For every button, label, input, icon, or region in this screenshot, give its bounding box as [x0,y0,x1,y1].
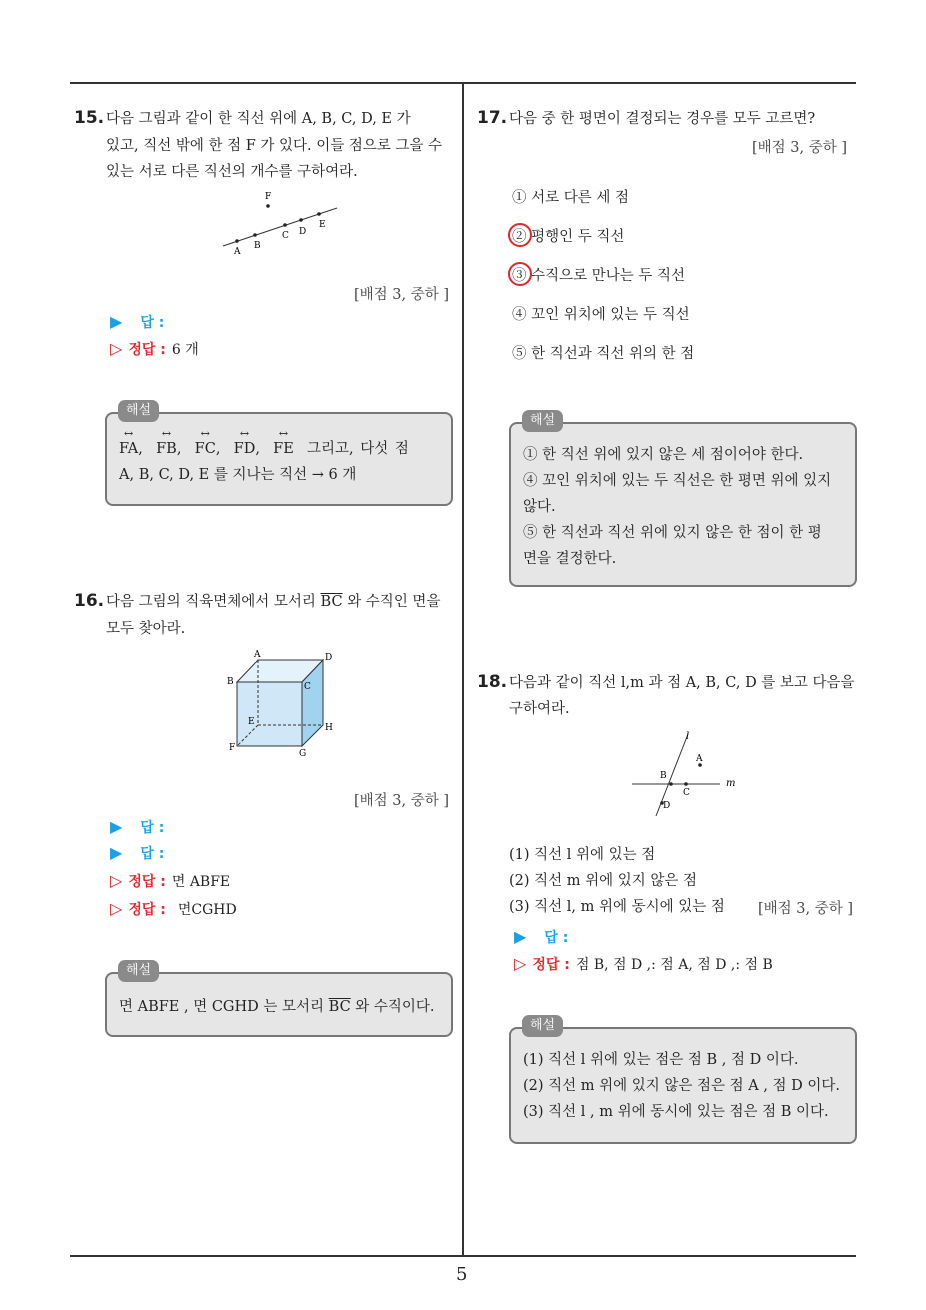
q15-explain-box [105,412,453,506]
play-icon: ▶ [110,843,123,862]
q15-score: [배점 3, 중하 ] [354,287,450,303]
play-icon: ▶ [110,312,123,331]
triangle-outline-icon: ▷ [110,899,123,918]
point-d [299,218,303,222]
point-b [253,233,257,237]
q17-explain-line1: ① 한 직선 위에 있지 않은 세 점이어야 한다. [523,447,804,463]
fig-label-d: D [663,801,671,811]
fig-label-l: l [686,731,690,742]
ray-fd: ↔ FD [234,436,256,462]
q17-option-3: ③ 수직으로 만나는 두 직선 [512,268,686,284]
ray-fc: ↔ FC [195,436,216,462]
play-icon: ▶ [514,927,527,946]
label-a: A [234,247,241,257]
q16-correct-value1: 면 ABFE [171,874,231,890]
q15-correct [110,339,199,359]
point-c [283,223,287,227]
q18-correct-value: 점 B, 점 D ,: 점 A, 점 D ,: 점 B [575,957,773,973]
q16-explain-tag: 해설 [118,960,159,982]
fig-label-m: m [726,778,736,789]
q16-text-line2: 모두 찾아라. [106,621,186,637]
cuboid-label-b: B [227,677,234,687]
q16-correct-value2: 면CGHD [177,902,237,918]
q17-explain-tag: 해설 [522,410,563,432]
selected-circle-mark-3 [508,262,532,286]
q16-number: 16. [74,591,105,611]
q18-sub-1: (1) 직선 l 위에 있는 점 [509,847,656,863]
ray-fb: ↔ FB [156,436,177,462]
label-f: F [265,192,272,202]
q15-explain-tail: 그리고, 다섯 점 [307,441,409,457]
q17-explain-line4: ⑤ 한 직선과 직선 위에 있지 않은 한 점이 한 평 [523,525,822,541]
fig-label-b: B [660,771,667,781]
q15-correct-label: 정답 : [128,342,166,358]
q15-correct-value: 6 개 [171,342,199,358]
q16-explain-box [105,972,453,1037]
q15-number: 15. [74,108,105,128]
fig-label-c: C [683,788,690,798]
q18-text-line1: 다음과 같이 직선 l,m 과 점 A, B, C, D 를 보고 다음을 [509,675,855,691]
q16-cuboid-figure [222,646,342,761]
q18-correct: ▷ 정답 : 점 B, 점 D ,: 점 A, 점 D ,: 점 B [514,954,773,973]
q16-segment-bc: $\overline{BC}$ [320,594,343,610]
q18-text-line2: 구하여라. [509,701,570,717]
q16-text-line1: 다음 그림의 직육면체에서 모서리 $\overline{BC}$ 와 수직인 면을 [106,594,441,610]
ray-fa: ↔ FA [119,436,138,462]
q15-text-line1: 다음 그림과 같이 한 직선 위에 A, B, C, D, E 가 [106,111,411,127]
q18-answer: ▶ 답 : [514,927,569,946]
q18-explain-line3: (3) 직선 l , m 위에 동시에 있는 점은 점 B 이다. [523,1104,829,1120]
q17-option-4: ④ 꼬인 위치에 있는 두 직선 [512,307,690,323]
q17-explain-line5: 면을 결정한다. [523,551,617,567]
label-c: C [282,231,289,241]
q18-explain-line1: (1) 직선 l 위에 있는 점은 점 B , 점 D 이다. [523,1052,799,1068]
label-e: E [319,220,326,230]
cuboid-label-d: D [325,653,333,663]
cuboid-label-c: C [304,682,311,692]
q18-sub-2: (2) 직선 m 위에 있지 않은 점 [509,873,698,889]
q16-explain-line: 면 ABFE , 면 CGHD 는 모서리 $\overline{BC}$ 와 수직이다. [119,999,435,1015]
q16-correct2: ▷ 정답 : 면CGHD [110,899,237,918]
triangle-outline-icon: ▷ [110,871,123,890]
point-f [266,204,270,208]
q18-sub-3: (3) 직선 l, m 위에 동시에 있는 점 [509,899,725,915]
q18-explain-box [509,1027,857,1144]
q17-explain-line2: ④ 꼬인 위치에 있는 두 직선은 한 평면 위에 있지 [523,473,832,489]
q16-correct1: ▷ 정답 : 면 ABFE [110,871,231,890]
q17-number: 17. [477,108,508,128]
q16-answer2: ▶ 답 : [110,843,165,862]
point-a [235,239,239,243]
cuboid-label-g: G [299,749,307,759]
q16-score: [배점 3, 중하 ] [354,793,450,809]
q15-figure [215,190,345,260]
q18-explain-tag: 해설 [522,1015,563,1037]
q15-explain-tag: 해설 [118,400,159,422]
point-e [317,212,321,216]
q16-answer1: ▶ 답 : [110,817,165,836]
fig-point-b [669,782,673,786]
q18-number: 18. [477,672,508,692]
triangle-outline-icon: ▷ [110,339,123,358]
q15-explain-line2: A, B, C, D, E 를 지나는 직선 → 6 개 [119,467,357,483]
column-divider [462,82,464,1257]
q17-option-2: ② 평행인 두 직선 [512,229,625,245]
q15-text-line2: 있고, 직선 밖에 한 점 F 가 있다. 이들 점으로 그을 수 [106,138,443,154]
q17-option-1: ① 서로 다른 세 점 [512,190,629,206]
q17-explain-line3: 않다. [523,499,556,515]
label-d: D [299,227,307,237]
q18-score: [배점 3, 중하 ] [758,901,854,917]
q15-answer [110,312,164,332]
page-number: 5 [456,1264,468,1285]
fig-label-a: A [696,754,703,764]
label-b: B [254,241,261,251]
q17-explain-box [509,422,857,587]
q17-score: [배점 3, 중하 ] [752,140,848,156]
q16-explain-segment-bc: $\overline{BC}$ [328,999,351,1015]
fig-point-c [684,782,688,786]
q17-option-5: ⑤ 한 직선과 직선 위의 한 점 [512,346,695,362]
play-icon: ▶ [110,817,123,836]
cuboid-label-e: E [248,717,255,727]
q18-figure [628,728,743,820]
q15-text-line3: 있는 서로 다른 직선의 개수를 구하여라. [106,164,358,180]
cuboid-label-f: F [229,743,236,753]
q15-explain-line1: ↔ FA, ↔ FB, ↔ FC, ↔ FD, ↔ FE 그리고, 다섯 점 [119,436,439,462]
ray-fe: ↔ FE [273,436,294,462]
q15-answer-label: 답 : [140,315,165,331]
cuboid-label-h: H [325,723,333,733]
cuboid-label-a: A [254,650,261,660]
q17-question: 다음 중 한 평면이 결정되는 경우를 모두 고르면? [509,111,816,127]
triangle-outline-icon: ▷ [514,954,527,973]
selected-circle-mark-2 [508,223,532,247]
q18-explain-line2: (2) 직선 m 위에 있지 않은 점은 점 A , 점 D 이다. [523,1078,841,1094]
